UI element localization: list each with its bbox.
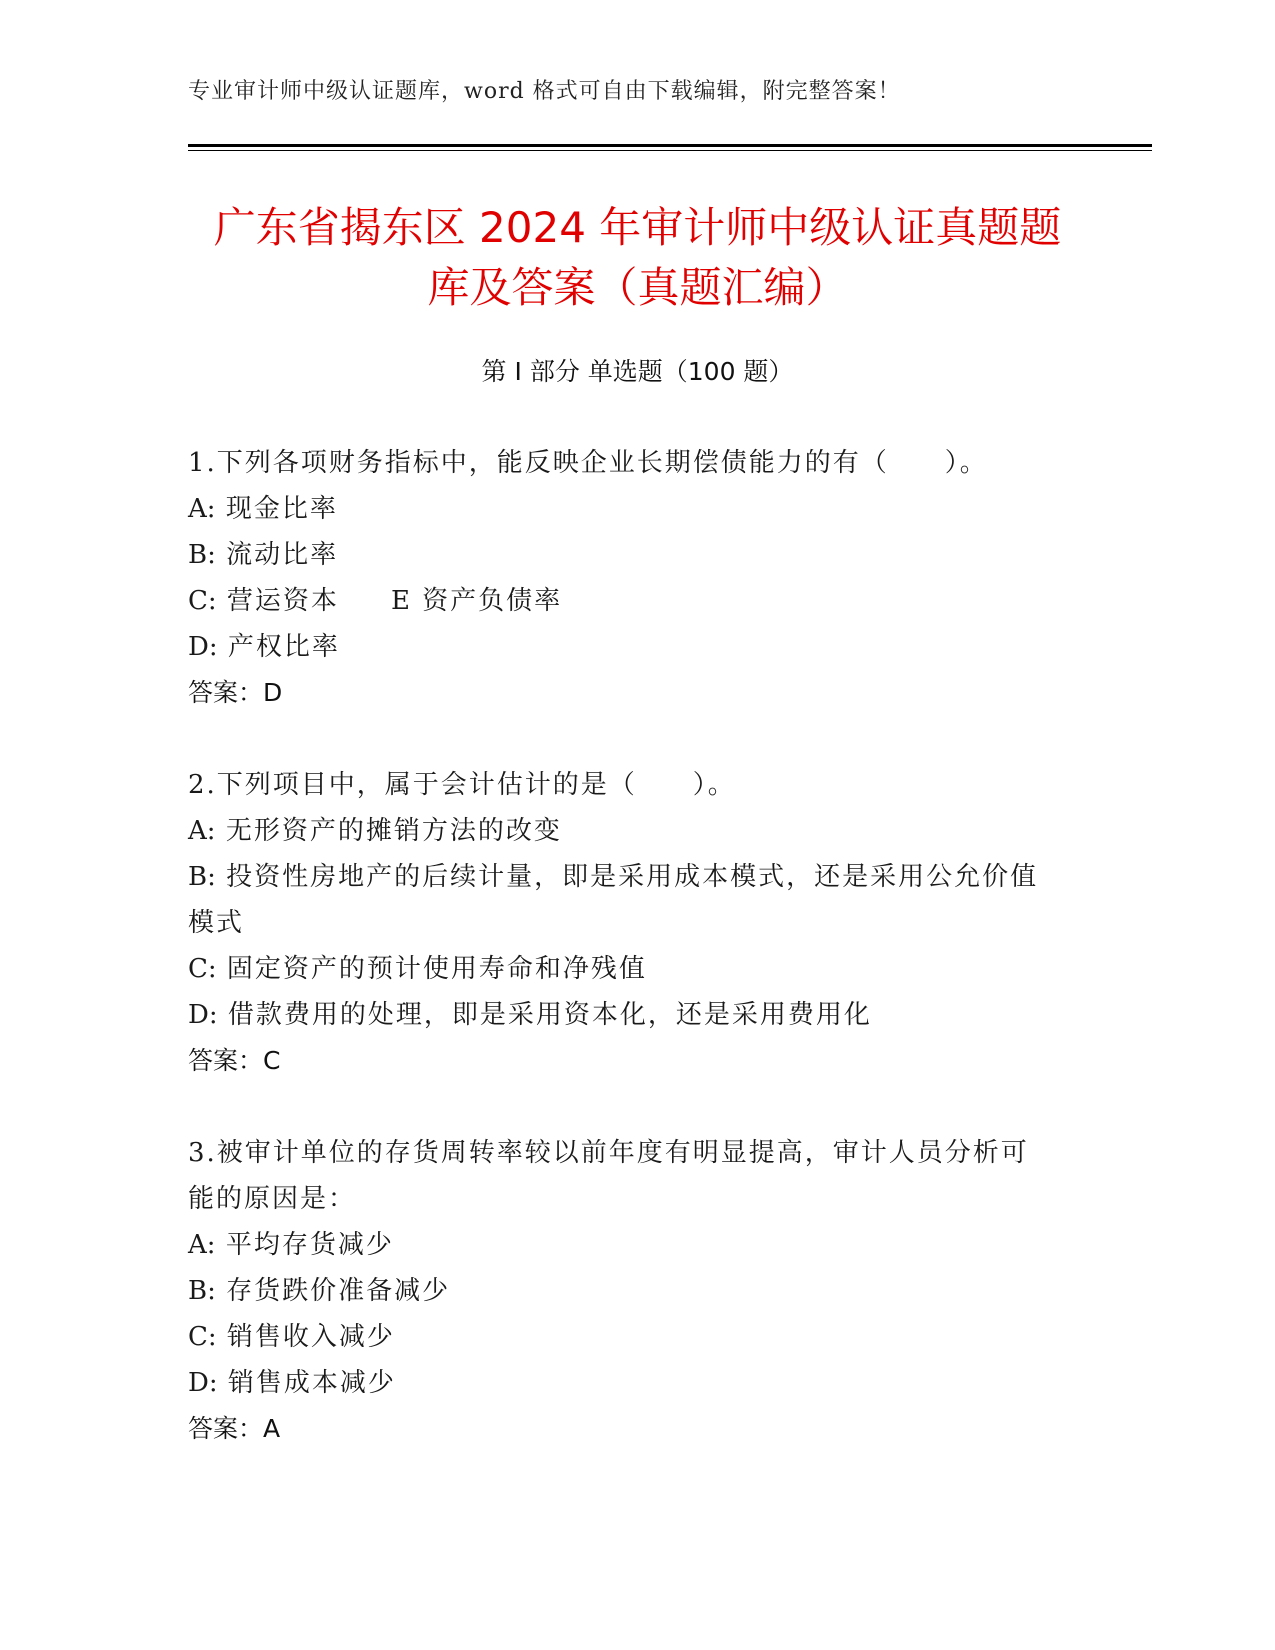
option-b <box>188 532 1088 578</box>
section-heading: 第 I 部分 单选题（100 题） <box>481 357 794 386</box>
option-text: 固定资产的预计使用寿命和净残值 <box>226 954 647 984</box>
option-b <box>188 854 1088 900</box>
option-key: C: <box>188 1322 217 1352</box>
option-key: D: <box>188 632 218 662</box>
answer-line: 答案：D <box>188 678 283 707</box>
question-2 <box>188 762 1088 1084</box>
document-title <box>150 198 1125 318</box>
option-key: A: <box>188 494 216 524</box>
question-stem: 2.下列项目中，属于会计估计的是（ ）。 <box>188 770 736 800</box>
option-key: D: <box>188 1368 218 1398</box>
option-key: B: <box>188 862 216 892</box>
option-c <box>188 1314 1088 1360</box>
option-text: 营运资本 <box>226 586 339 616</box>
option-b <box>188 1268 1088 1314</box>
question-stem: 3.被审计单位的存货周转率较以前年度有明显提高，审计人员分析可 <box>188 1138 1029 1168</box>
header-rule-thin <box>188 150 1152 151</box>
option-text: 模式 <box>188 908 245 938</box>
option-text: 存货跌价准备减少 <box>226 1276 451 1306</box>
option-key: A: <box>188 816 216 846</box>
option-d <box>188 992 1088 1038</box>
option-key: D: <box>188 1000 218 1030</box>
option-text: 无形资产的摊销方法的改变 <box>225 816 562 846</box>
document-title-line-2: 库及答案（真题汇编） <box>427 263 848 312</box>
option-text: 平均存货减少 <box>225 1230 394 1260</box>
page-header: 专业审计师中级认证题库，word 格式可自由下载编辑，附完整答案！ <box>188 79 901 104</box>
question-3 <box>188 1130 1088 1452</box>
option-text: 现金比率 <box>225 494 338 524</box>
option-d <box>188 1360 1088 1406</box>
option-a <box>188 1222 1088 1268</box>
question-stem-continued: 能的原因是： <box>188 1184 357 1214</box>
option-a <box>188 486 1088 532</box>
option-key: B: <box>188 1276 216 1306</box>
option-d <box>188 624 1088 670</box>
option-c <box>188 946 1088 992</box>
option-c <box>188 578 1088 624</box>
option-text: 投资性房地产的后续计量，即是采用成本模式，还是采用公允价值 <box>226 862 1039 892</box>
header-rule-thick <box>188 144 1152 147</box>
option-key: C: <box>188 954 217 984</box>
question-1 <box>188 440 1088 716</box>
option-key: A: <box>188 1230 216 1260</box>
option-text: 销售成本减少 <box>227 1368 396 1398</box>
answer-line: 答案：C <box>188 1046 281 1075</box>
option-text: 产权比率 <box>227 632 340 662</box>
option-text: 销售收入减少 <box>226 1322 395 1352</box>
question-list <box>188 440 1088 1498</box>
option-text: 借款费用的处理，即是采用资本化，还是采用费用化 <box>227 1000 872 1030</box>
question-stem: 1.下列各项财务指标中，能反映企业长期偿债能力的有（ ）。 <box>188 448 988 478</box>
option-a <box>188 808 1088 854</box>
answer-line: 答案：A <box>188 1414 281 1443</box>
option-text: 流动比率 <box>226 540 339 570</box>
option-extra-text: E 资产负债率 <box>390 586 563 616</box>
option-b-continued <box>188 900 1088 946</box>
option-key: C: <box>188 586 217 616</box>
option-key: B: <box>188 540 216 570</box>
document-title-line-1: 广东省揭东区 2024 年审计师中级认证真题题 <box>213 203 1062 252</box>
